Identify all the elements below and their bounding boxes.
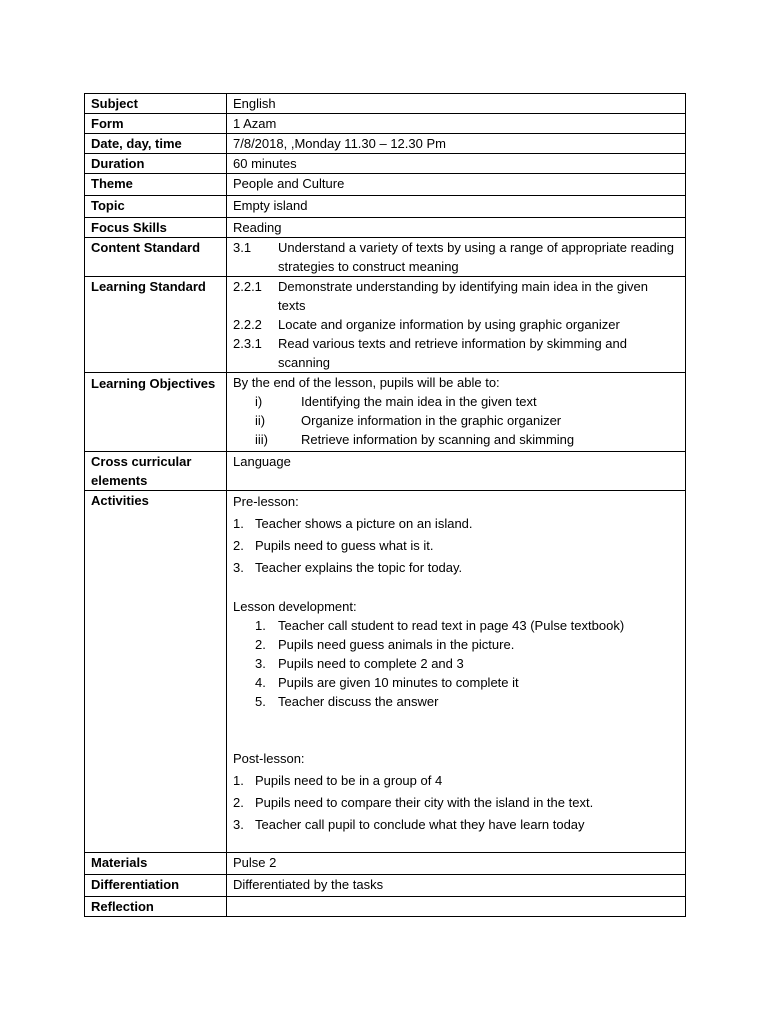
lesson-development-text: Teacher call student to read text in page 43 (Pulse textbook) xyxy=(278,618,625,633)
lesson-development-text: Pupils need to complete 2 and 3 xyxy=(278,656,464,671)
activities-value xyxy=(227,491,686,853)
post-lesson-text: Pupils need to compare their city with the island in the text. xyxy=(255,795,594,810)
differentiation-value: Differentiated by the tasks xyxy=(227,875,686,897)
row-learning-standard xyxy=(85,277,686,373)
content-standard-item xyxy=(233,238,679,276)
learning-standard-text: Read various texts and retrieve information by skimming and scanning xyxy=(278,336,627,370)
row-form xyxy=(85,114,686,134)
duration-label: Duration xyxy=(85,154,227,174)
activities-label: Activities xyxy=(85,491,227,853)
row-differentiation xyxy=(85,875,686,897)
objective-item xyxy=(233,392,679,411)
learning-standard-number: 2.2.1 xyxy=(233,279,262,294)
post-lesson-item xyxy=(233,815,679,834)
objective-text: Identifying the main idea in the given text xyxy=(301,394,537,409)
post-lesson-number: 1. xyxy=(233,773,244,788)
row-date xyxy=(85,134,686,154)
reflection-label: Reflection xyxy=(85,897,227,917)
lesson-plan-table xyxy=(84,93,686,917)
content-standard-number: 3.1 xyxy=(233,240,252,255)
materials-label: Materials xyxy=(85,853,227,875)
objective-text: Organize information in the graphic organizer xyxy=(301,413,562,428)
pre-lesson-item xyxy=(233,536,679,555)
form-value: 1 Azam xyxy=(227,114,686,134)
lesson-development-item xyxy=(233,673,679,692)
learning-standard-item xyxy=(233,277,679,315)
date-label: Date, day, time xyxy=(85,134,227,154)
objectives-intro: By the end of the lesson, pupils will be able to: xyxy=(233,375,500,390)
row-activities xyxy=(85,491,686,853)
lesson-development-text: Teacher discuss the answer xyxy=(278,694,439,709)
content-standard-label: Content Standard xyxy=(85,238,227,277)
lesson-development-text: Pupils are given 10 minutes to complete it xyxy=(278,675,519,690)
theme-label: Theme xyxy=(85,174,227,196)
lesson-development-number: 5. xyxy=(255,694,266,709)
reflection-value xyxy=(227,897,686,917)
lesson-development-title: Lesson development: xyxy=(233,599,357,614)
pre-lesson-text: Pupils need to guess what is it. xyxy=(255,538,434,553)
objective-item xyxy=(233,411,679,430)
cross-curricular-value: Language xyxy=(227,452,686,491)
post-lesson-item xyxy=(233,793,679,812)
pre-lesson-text: Teacher shows a picture on an island. xyxy=(255,516,473,531)
focus-skills-label: Focus Skills xyxy=(85,218,227,238)
post-lesson-number: 3. xyxy=(233,817,244,832)
row-subject xyxy=(85,94,686,114)
lesson-development-number: 1. xyxy=(255,618,266,633)
objective-item xyxy=(233,430,679,449)
learning-objectives-label: Learning Objectives xyxy=(85,373,227,452)
objective-number: iii) xyxy=(255,432,268,447)
materials-value: Pulse 2 xyxy=(227,853,686,875)
cross-curricular-label: Cross curricular elements xyxy=(85,452,227,491)
pre-lesson-number: 2. xyxy=(233,538,244,553)
content-standard-text: Understand a variety of texts by using a range of appropriate reading strategies to construct meaning xyxy=(278,240,675,274)
learning-standard-number: 2.3.1 xyxy=(233,336,262,351)
pre-lesson-item xyxy=(233,558,679,577)
objective-number: i) xyxy=(255,394,263,409)
row-topic xyxy=(85,196,686,218)
row-learning-objectives xyxy=(85,373,686,452)
learning-standard-item xyxy=(233,334,679,372)
learning-standard-number: 2.2.2 xyxy=(233,317,262,332)
theme-value: People and Culture xyxy=(227,174,686,196)
pre-lesson-number: 3. xyxy=(233,560,244,575)
lesson-development-item xyxy=(233,692,679,711)
objective-text: Retrieve information by scanning and skimming xyxy=(301,432,575,447)
pre-lesson-text: Teacher explains the topic for today. xyxy=(255,560,463,575)
date-value: 7/8/2018, ,Monday 11.30 – 12.30 Pm xyxy=(227,134,686,154)
lesson-development-item xyxy=(233,635,679,654)
lesson-development-item xyxy=(233,616,679,635)
subject-label: Subject xyxy=(85,94,227,114)
differentiation-label: Differentiation xyxy=(85,875,227,897)
lesson-development-item xyxy=(233,654,679,673)
lesson-development-text: Pupils need guess animals in the picture. xyxy=(278,637,515,652)
post-lesson-text: Pupils need to be in a group of 4 xyxy=(255,773,443,788)
row-cross-curricular xyxy=(85,452,686,491)
lesson-development-number: 4. xyxy=(255,675,266,690)
learning-standard-item xyxy=(233,315,679,334)
post-lesson-item xyxy=(233,771,679,790)
focus-skills-value: Reading xyxy=(227,218,686,238)
objective-number: ii) xyxy=(255,413,266,428)
pre-lesson-item xyxy=(233,514,679,533)
pre-lesson-number: 1. xyxy=(233,516,244,531)
learning-standard-value xyxy=(227,277,686,373)
pre-lesson-title: Pre-lesson: xyxy=(233,494,299,509)
form-label: Form xyxy=(85,114,227,134)
subject-value: English xyxy=(227,94,686,114)
row-focus-skills xyxy=(85,218,686,238)
post-lesson-title: Post-lesson: xyxy=(233,751,305,766)
duration-value: 60 minutes xyxy=(227,154,686,174)
topic-value: Empty island xyxy=(227,196,686,218)
topic-label: Topic xyxy=(85,196,227,218)
learning-standard-label: Learning Standard xyxy=(85,277,227,373)
lesson-development-number: 3. xyxy=(255,656,266,671)
learning-standard-text: Locate and organize information by using graphic organizer xyxy=(278,317,620,332)
content-standard-value xyxy=(227,238,686,277)
row-content-standard xyxy=(85,238,686,277)
learning-objectives-value xyxy=(227,373,686,452)
row-materials xyxy=(85,853,686,875)
post-lesson-number: 2. xyxy=(233,795,244,810)
post-lesson-text: Teacher call pupil to conclude what they have learn today xyxy=(255,817,585,832)
row-duration xyxy=(85,154,686,174)
row-reflection xyxy=(85,897,686,917)
learning-standard-text: Demonstrate understanding by identifying main idea in the given texts xyxy=(278,279,649,313)
lesson-development-number: 2. xyxy=(255,637,266,652)
row-theme xyxy=(85,174,686,196)
